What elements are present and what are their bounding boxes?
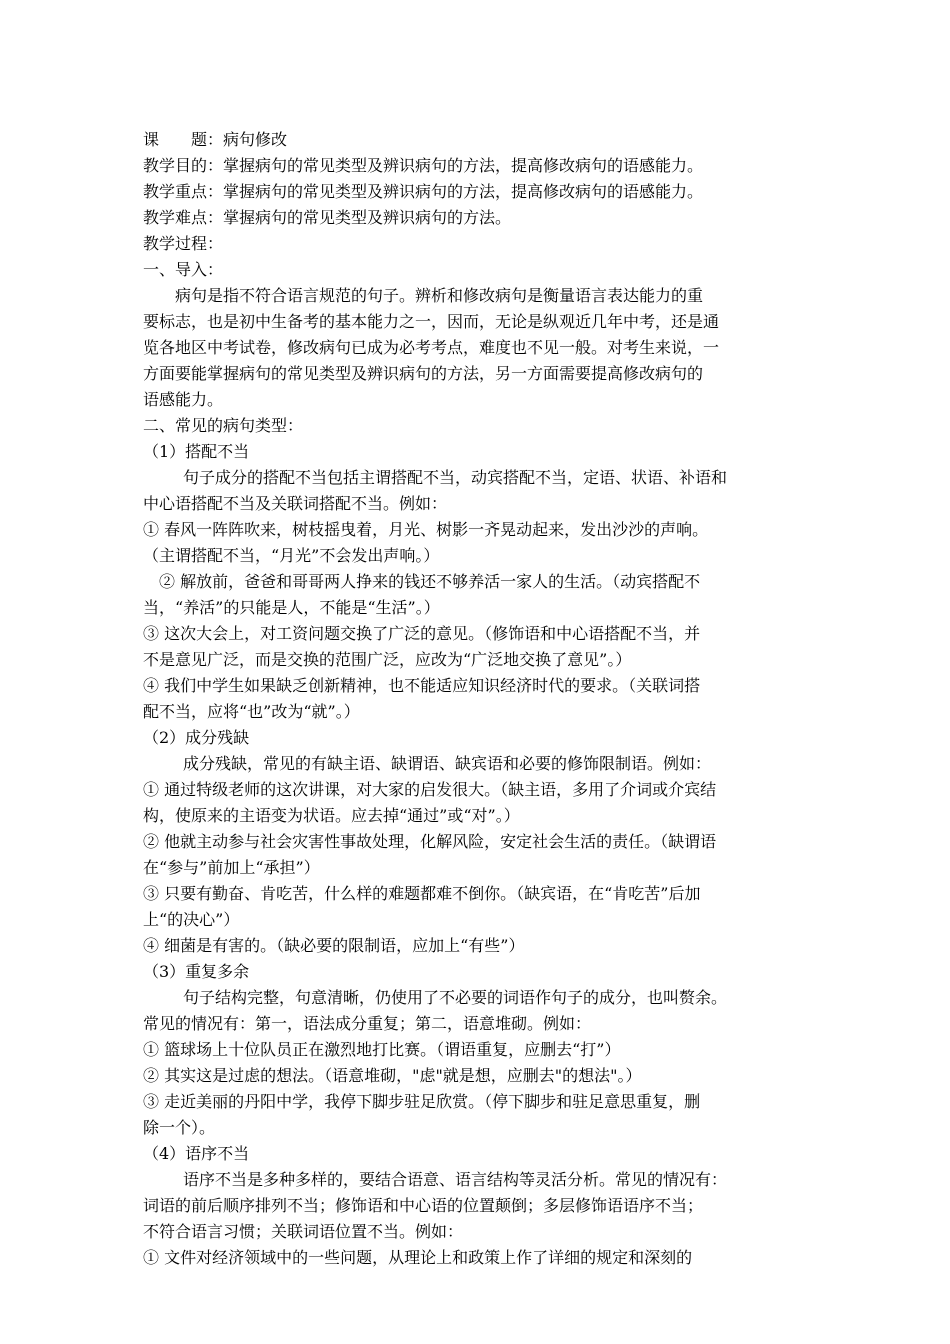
section-line: 当，“养活”的只能是人，不能是“生活”。）	[143, 598, 440, 617]
section-line: 配不当，应将“也”改为“就”。）	[143, 702, 360, 721]
sections-container	[143, 439, 815, 1271]
intro-line: 语感能力。	[143, 390, 224, 409]
section-line: 成分残缺，常见的有缺主语、缺谓语、缺宾语和必要的修饰限制语。例如：	[183, 754, 712, 773]
section-heading: （3）重复多余	[143, 962, 250, 981]
section-line: ③ 走近美丽的丹阳中学，我停下脚步驻足欣赏。（停下脚步和驻足意思重复，删	[143, 1092, 701, 1111]
intro-line: 方面要能掌握病句的常见类型及辨识病句的方法，另一方面需要提高修改病句的	[143, 364, 704, 383]
teaching-process-heading: 教学过程：	[143, 234, 224, 253]
section-line: 不符合语言习惯；关联词语位置不当。例如：	[143, 1222, 464, 1241]
section-line: 除一个）。	[143, 1118, 216, 1137]
section-line: 句子结构完整，句意清晰，仍使用了不必要的词语作句子的成分，也叫赘余。	[183, 988, 728, 1007]
section-line: 词语的前后顺序排列不当；修饰语和中心语的位置颠倒；多层修饰语语序不当；	[143, 1196, 704, 1215]
section-line: （主谓搭配不当，“月光”不会发出声响。）	[143, 546, 440, 565]
section-line: ② 他就主动参与社会灾害性事故处理，化解风险，安定社会生活的责任。（缺谓语	[143, 832, 717, 851]
section-line: 句子成分的搭配不当包括主谓搭配不当，动宾搭配不当，定语、状语、补语和	[183, 468, 728, 487]
intro-line: 览各地区中考试卷，修改病句已成为必考考点，难度也不见一般。对考生来说，一	[143, 338, 720, 357]
section-line: ③ 这次大会上，对工资问题交换了广泛的意见。（修饰语和中心语搭配不当，并	[143, 624, 701, 643]
section-line: 语序不当是多种多样的，要结合语意、语言结构等灵活分析。常见的情况有：	[183, 1170, 728, 1189]
section-heading: （1）搭配不当	[143, 442, 250, 461]
section-line: ① 篮球场上十位队员正在激烈地打比赛。（谓语重复，应删去“打”）	[143, 1040, 621, 1059]
lesson-title: 课 题：病句修改	[143, 130, 288, 149]
section-line: ④ 细菌是有害的。（缺必要的限制语，应加上“有些”）	[143, 936, 525, 955]
document-page	[143, 127, 815, 1271]
section-line: 不是意见广泛，而是交换的范围广泛，应改为“广泛地交换了意见”。）	[143, 650, 632, 669]
section-line: 构，使原来的主语变为状语。应去掉“通过”或“对”。）	[143, 806, 520, 825]
section-heading: （2）成分残缺	[143, 728, 250, 747]
section-line: 中心语搭配不当及关联词搭配不当。例如：	[143, 494, 448, 513]
teaching-objective: 教学目的：掌握病句的常见类型及辨识病句的方法，提高修改病句的语感能力。	[143, 156, 704, 175]
section-line: ① 春风一阵阵吹来，树枝摇曳着，月光、树影一齐晃动起来，发出沙沙的声响。	[143, 520, 709, 539]
section-line: ① 文件对经济领域中的一些问题，从理论上和政策上作了详细的规定和深刻的	[143, 1248, 693, 1267]
section-line: ④ 我们中学生如果缺乏创新精神，也不能适应知识经济时代的要求。（关联词搭	[143, 676, 701, 695]
types-heading: 二、常见的病句类型：	[143, 416, 304, 435]
section-line: ② 解放前，爸爸和哥哥两人挣来的钱还不够养活一家人的生活。（动宾搭配不	[143, 572, 701, 591]
intro-heading: 一、导入：	[143, 260, 224, 279]
teaching-difficulty: 教学难点：掌握病句的常见类型及辨识病句的方法。	[143, 208, 512, 227]
section-line: ① 通过特级老师的这次讲课，对大家的启发很大。（缺主语，多用了介词或介宾结	[143, 780, 717, 799]
section-line: ② 其实这是过虑的想法。（语意堆砌，"虑"就是想，应删去"的想法"。）	[143, 1066, 642, 1085]
teaching-key-point: 教学重点：掌握病句的常见类型及辨识病句的方法，提高修改病句的语感能力。	[143, 182, 704, 201]
section-line: 在“参与”前加上“承担”）	[143, 858, 320, 877]
section-line: 上“的决心”）	[143, 910, 240, 929]
intro-line: 病句是指不符合语言规范的句子。辨析和修改病句是衡量语言表达能力的重	[175, 286, 704, 305]
section-line: 常见的情况有：第一，语法成分重复；第二，语意堆砌。例如：	[143, 1014, 592, 1033]
section-line: ③ 只要有勤奋、肯吃苦，什么样的难题都难不倒你。（缺宾语，在“肯吃苦”后加	[143, 884, 701, 903]
intro-line: 要标志，也是初中生备考的基本能力之一，因而，无论是纵观近几年中考，还是通	[143, 312, 720, 331]
section-heading: （4）语序不当	[143, 1144, 250, 1163]
